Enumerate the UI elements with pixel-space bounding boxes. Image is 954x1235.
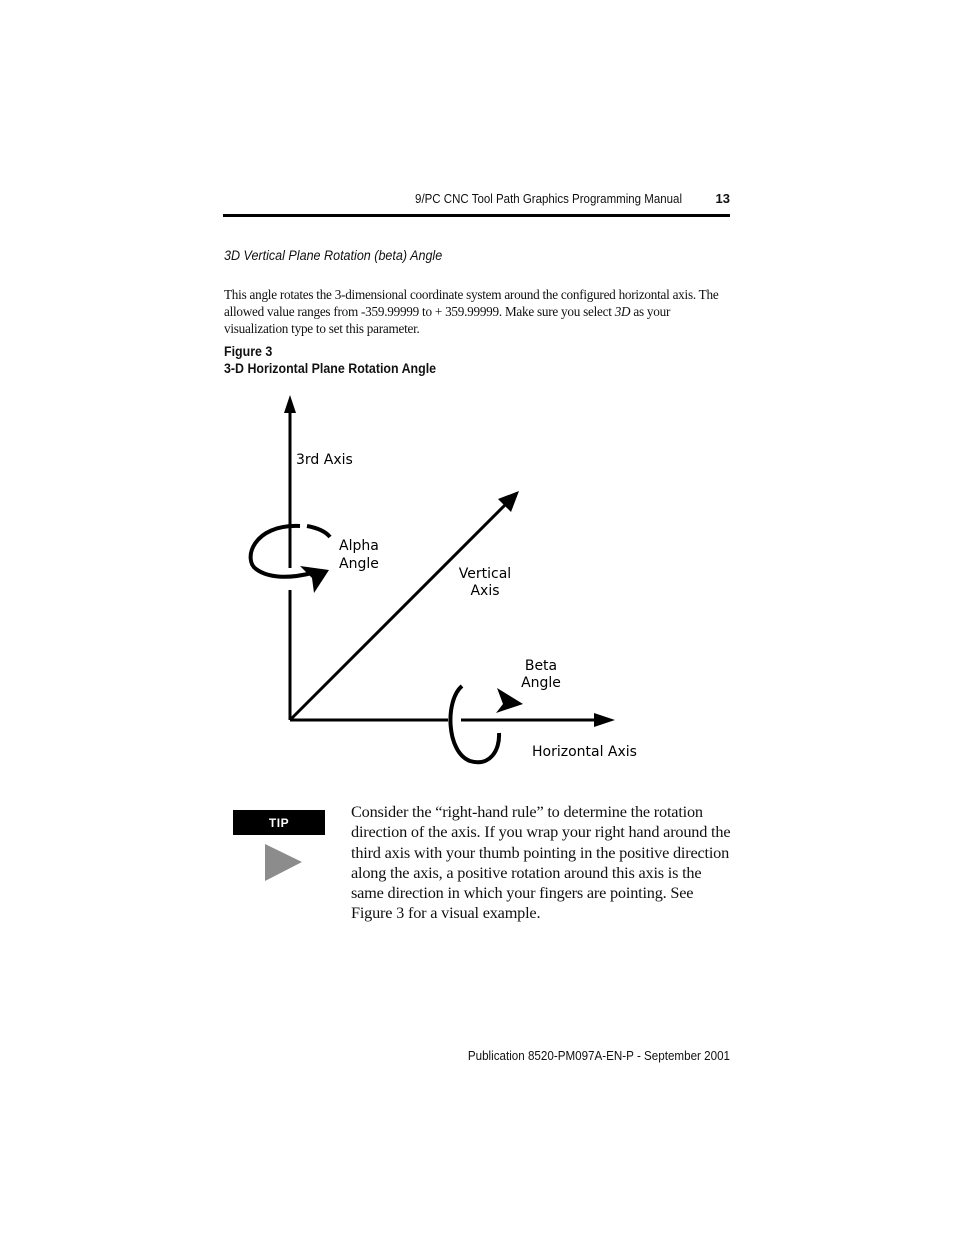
beta-angle-label-line1: Beta — [524, 658, 558, 674]
horizontal-axis-label: Horizontal Axis — [532, 744, 637, 760]
running-header-title: 9/PC CNC Tool Path Graphics Programming Manual — [415, 192, 682, 206]
beta-angle-label-line2: Angle — [521, 675, 561, 691]
horizontal-axis-arrowhead — [594, 713, 615, 727]
section-title: 3D Vertical Plane Rotation (beta) Angle — [224, 248, 443, 263]
figure-number: Figure 3 — [224, 344, 273, 359]
beta-rotation-arrow — [450, 686, 523, 762]
play-arrow-icon — [264, 843, 304, 883]
publication-footer: Publication 8520-PM097A-EN-P - September 2001 — [467, 1049, 730, 1063]
vertical-axis-label-line2: Axis — [470, 583, 500, 599]
tip-badge: TIP — [233, 810, 325, 835]
alpha-angle-label-line1: Alpha — [339, 538, 379, 554]
page-number: 13 — [715, 191, 730, 206]
third-axis — [284, 395, 296, 720]
alpha-arrowhead — [300, 566, 329, 593]
alpha-angle-label-line2: Angle — [339, 556, 379, 572]
third-axis-arrowhead — [284, 395, 296, 413]
vertical-axis — [290, 491, 519, 720]
figure-title: 3-D Horizontal Plane Rotation Angle — [224, 361, 437, 376]
vertical-axis-label-line1: Vertical — [458, 566, 512, 582]
paragraph-text-start: This angle rotates the 3-dimensional coordinate system around the configured horizontal axis. The allowed value ranges from -359.99999 to + 359.99999. Make sure you select — [224, 287, 719, 319]
third-axis-label: 3rd Axis — [296, 452, 353, 468]
paragraph-text-end: as your visualization type to set this parameter. — [224, 304, 671, 336]
paragraph-emphasis: 3D — [614, 304, 631, 319]
beta-arrowhead — [496, 688, 523, 713]
tip-text: Consider the “right-hand rule” to determine the rotation direction of the axis. If you wrap your right hand around the third axis with your thumb pointing in the positive direction along the axis, a positive rotation around this axis is the same direction in which your fingers are pointing. See Figure 3 for a visual example. — [351, 802, 731, 923]
